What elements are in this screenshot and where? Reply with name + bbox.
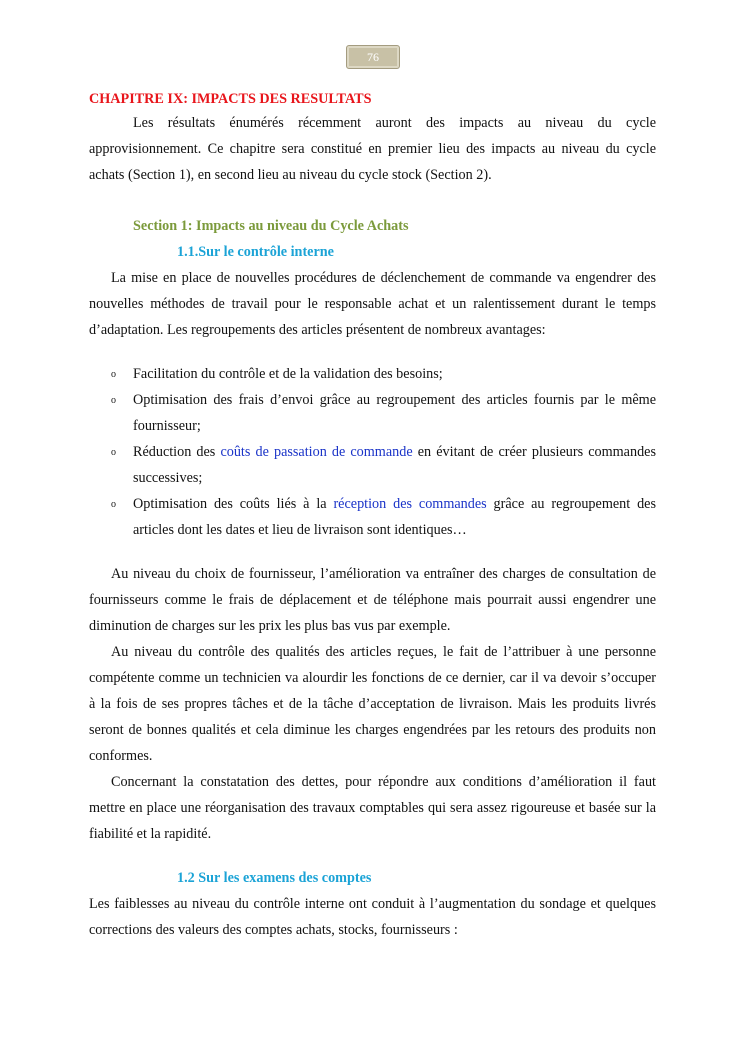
- page-number: 76: [346, 45, 400, 69]
- advantages-list: [89, 361, 656, 543]
- intro-paragraph: Les résultats énumérés récemment auront des impacts au niveau du cycle approvisionnement. Ce chapitre sera constitué en premier lieu des impacts au niveau du cycle achats (Section 1), en second lieu au niveau du cycle stock (Section 2).: [89, 115, 656, 183]
- section-1-title: Section 1: Impacts au niveau du Cycle Achats: [133, 218, 409, 234]
- list-item-text: Optimisation des coûts liés à la: [133, 496, 334, 512]
- paragraph-controle-qualite: Au niveau du contrôle des qualités des articles reçues, le fait de l’attribuer à une personne compétente comme un technicien va alourdir les fonctions de ce dernier, car il va devoir s’occuper à la fois de ses propres tâches et de la tâche d’acceptation de livraison. Mais les produits livrés seront de bonnes qualités et cela diminue les charges engendrées par les retours des produits non conformes.: [89, 644, 656, 764]
- list-item-text: en évitant de créer plusieurs commandes successives;: [133, 444, 656, 486]
- document-body: [89, 88, 656, 943]
- list-item-text: grâce au regroupement des articles dont les dates et lieu de livraison sont identiques…: [133, 496, 656, 538]
- bullet-circle-icon: o: [111, 395, 116, 406]
- list-item: [111, 439, 656, 491]
- link-reception-commandes[interactable]: réception des commandes: [333, 496, 487, 512]
- list-item: [111, 387, 656, 439]
- bullet-circle-icon: o: [111, 499, 116, 510]
- chapter-title: CHAPITRE IX: IMPACTS DES RESULTATS: [89, 91, 372, 107]
- paragraph-constatation-dettes: Concernant la constatation des dettes, pour répondre aux conditions d’amélioration il faut mettre en place une réorganisation des travaux comptables qui sera assez rigoureuse et basée sur la fiabilité et la rapidité.: [89, 774, 656, 842]
- bullet-circle-icon: o: [111, 369, 116, 380]
- list-item-text: Facilitation du contrôle et de la validation des besoins;: [133, 366, 443, 382]
- spacer: [89, 847, 656, 865]
- link-couts-passation[interactable]: coûts de passation de commande: [220, 444, 413, 460]
- paragraph-choix-fournisseur: Au niveau du choix de fournisseur, l’amélioration va entraîner des charges de consultation de fournisseurs comme le frais de déplacement et de téléphone mais pourrait aussi engendrer une diminution de charges sur les prix les plus bas vus par exemple.: [89, 566, 656, 634]
- bullet-circle-icon: o: [111, 447, 116, 458]
- subsection-1-2-title: 1.2 Sur les examens des comptes: [177, 870, 372, 886]
- subsection-1-1-title: 1.1.Sur le contrôle interne: [177, 244, 334, 260]
- list-item: [111, 361, 656, 387]
- paragraph-faiblesses: Les faiblesses au niveau du contrôle interne ont conduit à l’augmentation du sondage et quelques corrections des valeurs des comptes achats, stocks, fournisseurs :: [89, 896, 656, 938]
- list-item: [111, 491, 656, 543]
- list-item-text: Réduction des: [133, 444, 221, 460]
- paragraph-procedures: La mise en place de nouvelles procédures de déclenchement de commande va engendrer des nouvelles méthodes de travail pour le responsable achat et un ralentissement durant le temps d’adaptation. Les regroupements des articles présentent de nombreux avantages:: [89, 270, 656, 338]
- list-item-text: Optimisation des frais d’envoi grâce au regroupement des articles fournis par le même fournisseur;: [133, 392, 656, 434]
